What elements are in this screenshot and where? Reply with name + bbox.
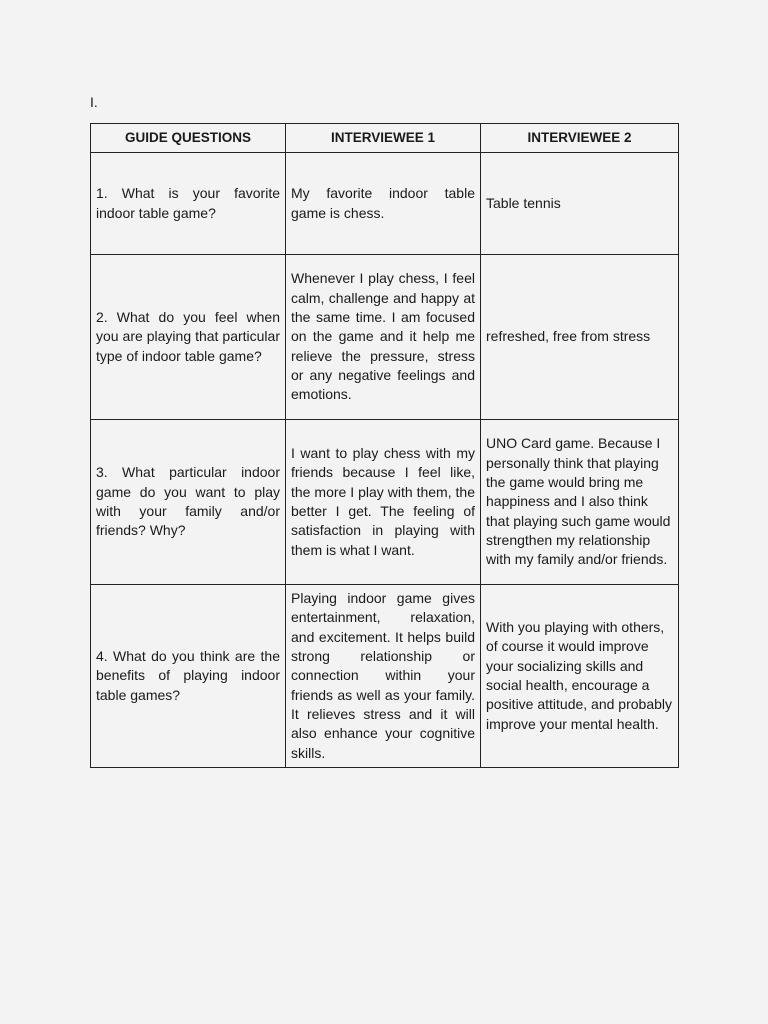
header-interviewee-1: INTERVIEWEE 1 [286, 124, 481, 153]
interviewee-2-answer: UNO Card game. Because I personally think that playing the game would bring me happiness and I also think that playing such game would strengthen my relationship with my family and/or friends. [481, 420, 679, 585]
interviewee-1-answer: I want to play chess with my friends because I feel like, the more I play with them, the better I get. The feeling of satisfaction in playing with them is what I want. [286, 420, 481, 585]
section-label: I. [90, 94, 98, 110]
interviewee-1-answer: Playing indoor game gives entertainment, relaxation, and excitement. It helps build strong relationship or connection within your friends as well as your family. It relieves stress and it will also enhance your cognitive skills. [286, 585, 481, 768]
question-cell: 3. What particular indoor game do you want to play with your family and/or friends? Why? [91, 420, 286, 585]
header-interviewee-2: INTERVIEWEE 2 [481, 124, 679, 153]
question-cell: 4. What do you think are the benefits of playing indoor table games? [91, 585, 286, 768]
interviewee-2-answer: refreshed, free from stress [481, 255, 679, 420]
question-cell: 2. What do you feel when you are playing that particular type of indoor table game? [91, 255, 286, 420]
interviewee-2-answer: Table tennis [481, 153, 679, 255]
table-header-row [91, 124, 679, 153]
interviewee-1-answer: My favorite indoor table game is chess. [286, 153, 481, 255]
interviewee-2-answer: With you playing with others, of course it would improve your socializing skills and social health, encourage a positive attitude, and probably improve your mental health. [481, 585, 679, 768]
question-cell: 1. What is your favorite indoor table game? [91, 153, 286, 255]
interview-table [90, 123, 679, 768]
interviewee-1-answer: Whenever I play chess, I feel calm, challenge and happy at the same time. I am focused on the game and it help me relieve the pressure, stress or any negative feelings and emotions. [286, 255, 481, 420]
table-row [91, 153, 679, 255]
table-row [91, 420, 679, 585]
table-row [91, 585, 679, 768]
header-guide-questions: GUIDE QUESTIONS [91, 124, 286, 153]
table-row [91, 255, 679, 420]
